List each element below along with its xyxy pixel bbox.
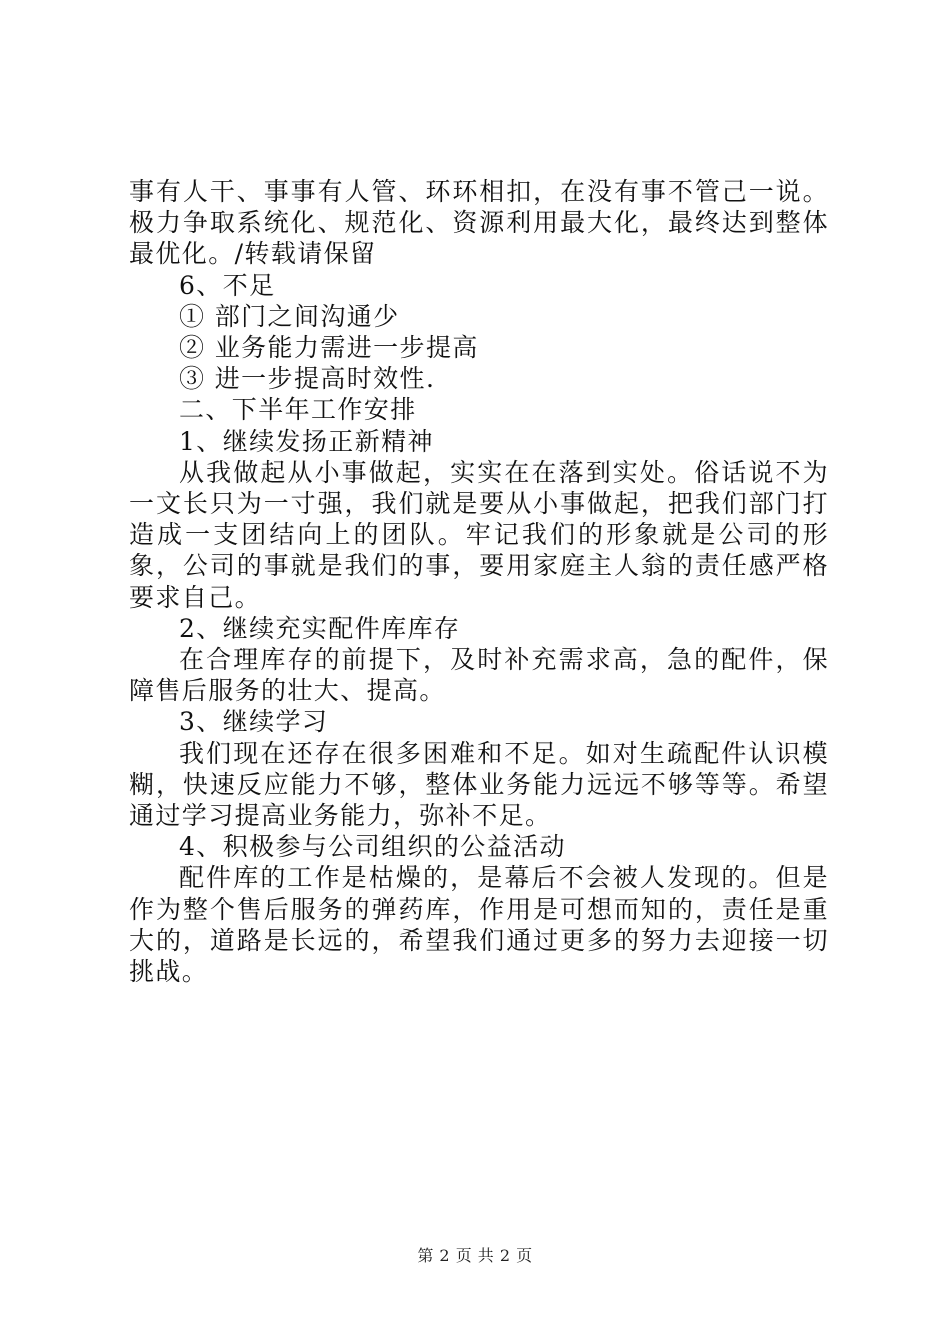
paragraph-inventory: 在合理库存的前提下，及时补充需求高，急的配件，保障售后服务的壮大、提高。 [129,645,829,706]
subheading-public-welfare: 4、积极参与公司组织的公益活动 [179,832,566,862]
page-footer: 第 2 页 共 2 页 [417,1246,533,1265]
section-heading-second-half-plan: 二、下半年工作安排 [179,395,417,425]
document-body [129,176,829,987]
paragraph-learning: 我们现在还存在很多困难和不足。如对生疏配件认识模糊，快速反应能力不够，整体业务能力远远不够等等。希望通过学习提高业务能力，弥补不足。 [129,738,829,831]
list-item-business-ability: ② 业务能力需进一步提高 [179,333,479,363]
paragraph-continuation: 事有人干、事事有人管、环环相扣，在没有事不管己一说。极力争取系统化、规范化、资源利用最大化，最终达到整体最优化。/转载请保留 [129,177,829,269]
subheading-spirit: 1、继续发扬正新精神 [179,426,434,456]
list-item-timeliness: ③ 进一步提高时效性. [179,364,436,394]
subheading-inventory: 2、继续充实配件库库存 [179,613,461,643]
list-item-communication: ① 部门之间沟通少 [179,301,400,331]
heading-shortcomings: 6、不足 [179,270,276,300]
paragraph-public-welfare: 配件库的工作是枯燥的，是幕后不会被人发现的。但是作为整个售后服务的弹药库，作用是可想而知的，责任是重大的，道路是长远的，希望我们通过更多的努力去迎接一切挑战。 [129,863,829,987]
paragraph-spirit: 从我做起从小事做起，实实在在落到实处。俗话说不为一文长只为一寸强，我们就是要从小事做起，把我们部门打造成一支团结向上的团队。牢记我们的形象就是公司的形象，公司的事就是我们的事，要用家庭主人翁的责任感严格要求自己。 [129,457,829,612]
subheading-learning: 3、继续学习 [179,707,329,737]
